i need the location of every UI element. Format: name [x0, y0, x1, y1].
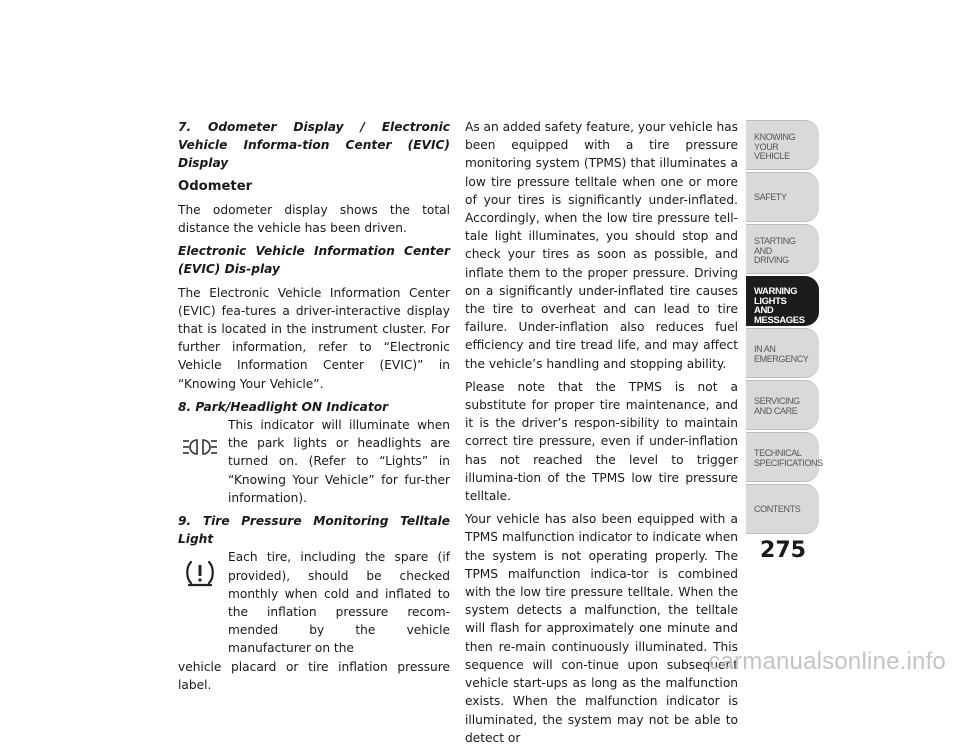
page-number: 275: [760, 538, 806, 563]
chapter-tabs: [746, 120, 823, 536]
item9-heading: 9. Tire Pressure Monitoring Telltale Light: [178, 514, 450, 547]
tab-in-an-emergency[interactable]: IN AN EMERGENCY: [746, 328, 819, 378]
watermark: carmanualsonline.info: [708, 648, 946, 675]
tab-warning-lights-and-messages[interactable]: WARNING LIGHTS AND MESSAGES: [746, 276, 819, 326]
right-column: [465, 118, 738, 752]
tab-knowing-your-vehicle[interactable]: KNOWING YOUR VEHICLE: [746, 120, 819, 170]
tpms-paragraph-2: Please note that the TPMS is not a substitute for proper tire maintenance, and it is the driver’s respon-sibility to maintain correct tire pressure, even if under-inflation has not reached the level to trigger illumina-tion of the TPMS low tire pressure telltale.: [465, 379, 738, 504]
item7-heading: 7. Odometer Display / Electronic Vehicle Informa-tion Center (EVIC) Display: [178, 120, 450, 171]
left-column: [178, 118, 450, 699]
evic-heading: Electronic Vehicle Information Center (EVIC) Dis-play: [178, 244, 450, 277]
tire-pressure-icon: [178, 556, 222, 590]
tpms-paragraph-1: As an added safety feature, your vehicle has been equipped with a tire pressure monitoring system (TPMS) that illuminates a low tire pressure telltale when one or more of your tires is significantly under-inflated. Accordingly, when the low tire pressure tell-tale light illuminates, you should stop and check your tires as soon as possible, and inflate them to the proper pressure. Driving on a significantly under-inflated tire causes the tire to overheat and can lead to tire failure. Under-inflation also reduces fuel efficiency and tire tread life, and may affect the vehicle’s handling and stopping ability.: [465, 120, 738, 371]
tab-safety[interactable]: SAFETY: [746, 172, 819, 222]
item9-block: [178, 548, 450, 657]
item9-text: Each tire, including the spare (if provided), should be checked monthly when cold and inflated to the inflation pressure recom-mended by the vehicle manufacturer on the: [228, 550, 450, 656]
tab-technical-specifications[interactable]: TECHNICAL SPECIFICATIONS: [746, 432, 819, 482]
item8-heading: 8. Park/Headlight ON Indicator: [178, 399, 389, 414]
park-headlight-icon: [178, 430, 222, 464]
item9-tail: vehicle placard or tire inflation pressure label.: [178, 659, 450, 692]
odometer-text: The odometer display shows the total distance the vehicle has been driven.: [178, 202, 450, 236]
item8-text: This indicator will illuminate when the park lights or headlights are turned on. (Refer to “Lights” in “Knowing Your Vehicle” for fur-ther information).: [228, 418, 450, 505]
tab-servicing-and-care[interactable]: SERVICING AND CARE: [746, 380, 819, 430]
tpms-paragraph-3: Your vehicle has also been equipped with a TPMS malfunction indicator to indicate when the system is not operating properly. The TPMS malfunction indica-tor is combined with the low tire pressure telltale. When the system detects a malfunction, the telltale will flash for approximately one minute and then re-main continuously illuminated. This sequence will con-tinue upon subsequent vehicle start-ups as long as the malfunction exists. When the malfunction indicator is illuminated, the system may not be able to detect or: [465, 512, 738, 745]
tab-starting-and-driving[interactable]: STARTING AND DRIVING: [746, 224, 819, 274]
tab-contents[interactable]: CONTENTS: [746, 484, 819, 534]
item8-block: [178, 416, 450, 507]
odometer-heading: Odometer: [178, 178, 253, 194]
evic-text: The Electronic Vehicle Information Center (EVIC) fea-tures a driver-interactive display that is located in the instrument cluster. For further information, refer to “Electronic Vehicle Information Center (EVIC)” in “Knowing Your Vehicle”.: [178, 285, 450, 391]
